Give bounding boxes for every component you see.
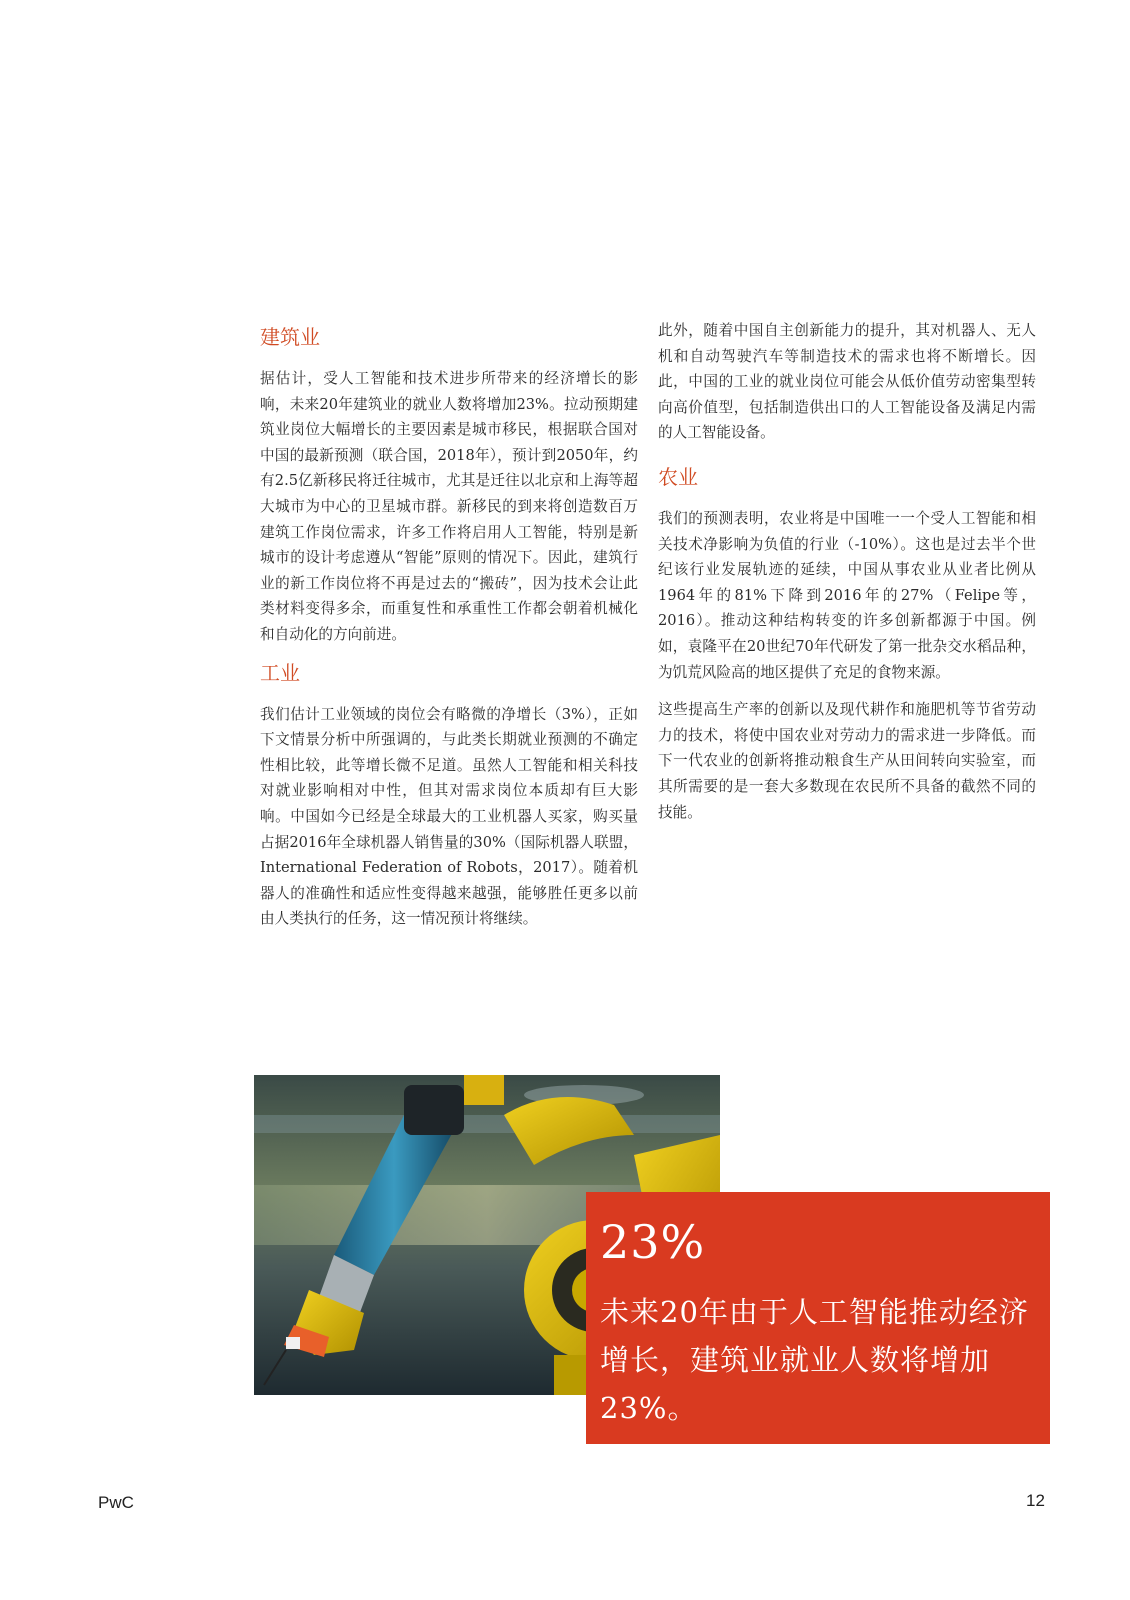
left-column bbox=[260, 318, 638, 944]
page-number: 12 bbox=[1026, 1491, 1045, 1510]
right-column bbox=[658, 318, 1036, 837]
footer-brand: PwC bbox=[98, 1493, 134, 1512]
construction-paragraph: 据估计，受人工智能和技术进步所带来的经济增长的影响，未来20年建筑业的就业人数将增加23%。拉动预期建筑业岗位大幅增长的主要因素是城市移民，根据联合国对中国的最新预测（联合国，2018年），预计到2050年，约有2.5亿新移民将迁往城市，尤其是迁往以北京和上海等超大城市为中心的卫星城市群。新移民的到来将创造数百万建筑工作岗位需求，许多工作将启用人工智能，特别是新城市的设计考虑遵从“智能”原则的情况下。因此，建筑行业的新工作岗位将不再是过去的“搬砖”，因为技术会让此类材料变得多余，而重复性和承重性工作都会朝着机械化和自动化的方向前进。 bbox=[260, 370, 638, 643]
agriculture-paragraph-1: 我们的预测表明，农业将是中国唯一一个受人工智能和相关技术净影响为负值的行业（-10%）。这也是过去半个世纪该行业发展轨迹的延续，中国从事农业从业者比例从1964年的81%下降到2016年的27%（Felipe等，2016）。推动这种结构转变的许多创新都源于中国。例如，袁隆平在20世纪70年代研发了第一批杂交水稻品种，为饥荒风险高的地区提供了充足的食物来源。 bbox=[658, 509, 1036, 681]
callout-figure: 23% bbox=[600, 1215, 706, 1269]
industry-paragraph: 我们估计工业领域的岗位会有略微的净增长（3%），正如下文情景分析中所强调的，与此类长期就业预测的不确定性相比较，此等增长微不足道。虽然人工智能和相关科技对就业影响相对中性，但其对需求岗位本质却有巨大影响。中国如今已经是全球最大的工业机器人买家，购买量占据2016年全球机器人销售量的30%（国际机器人联盟，International Federation of Robots，2017）。随着机器人的准确性和适应性变得越来越强，能够胜任更多以前由人类执行的任务，这一情况预计将继续。 bbox=[260, 705, 638, 928]
industry-continued-paragraph: 此外，随着中国自主创新能力的提升，其对机器人、无人机和自动驾驶汽车等制造技术的需求也将不断增长。因此，中国的工业的就业岗位可能会从低价值劳动密集型转向高价值型，包括制造供出口的人工智能设备及满足内需的人工智能设备。 bbox=[658, 322, 1036, 442]
section-heading-industry: 工业 bbox=[260, 660, 300, 685]
section-heading-construction: 建筑业 bbox=[260, 325, 320, 349]
callout-text: 未来20年由于人工智能推动经济增长，建筑业就业人数将增加23%。 bbox=[600, 1295, 1029, 1425]
section-heading-agriculture: 农业 bbox=[658, 464, 698, 489]
agriculture-paragraph-2: 这些提高生产率的创新以及现代耕作和施肥机等节省劳动力的技术，将使中国农业对劳动力的需求进一步降低。而下一代农业的创新将推动粮食生产从田间转向实验室，而其所需要的是一套大多数现在农民所不具备的截然不同的技能。 bbox=[658, 701, 1036, 821]
stat-callout bbox=[586, 1192, 1050, 1444]
